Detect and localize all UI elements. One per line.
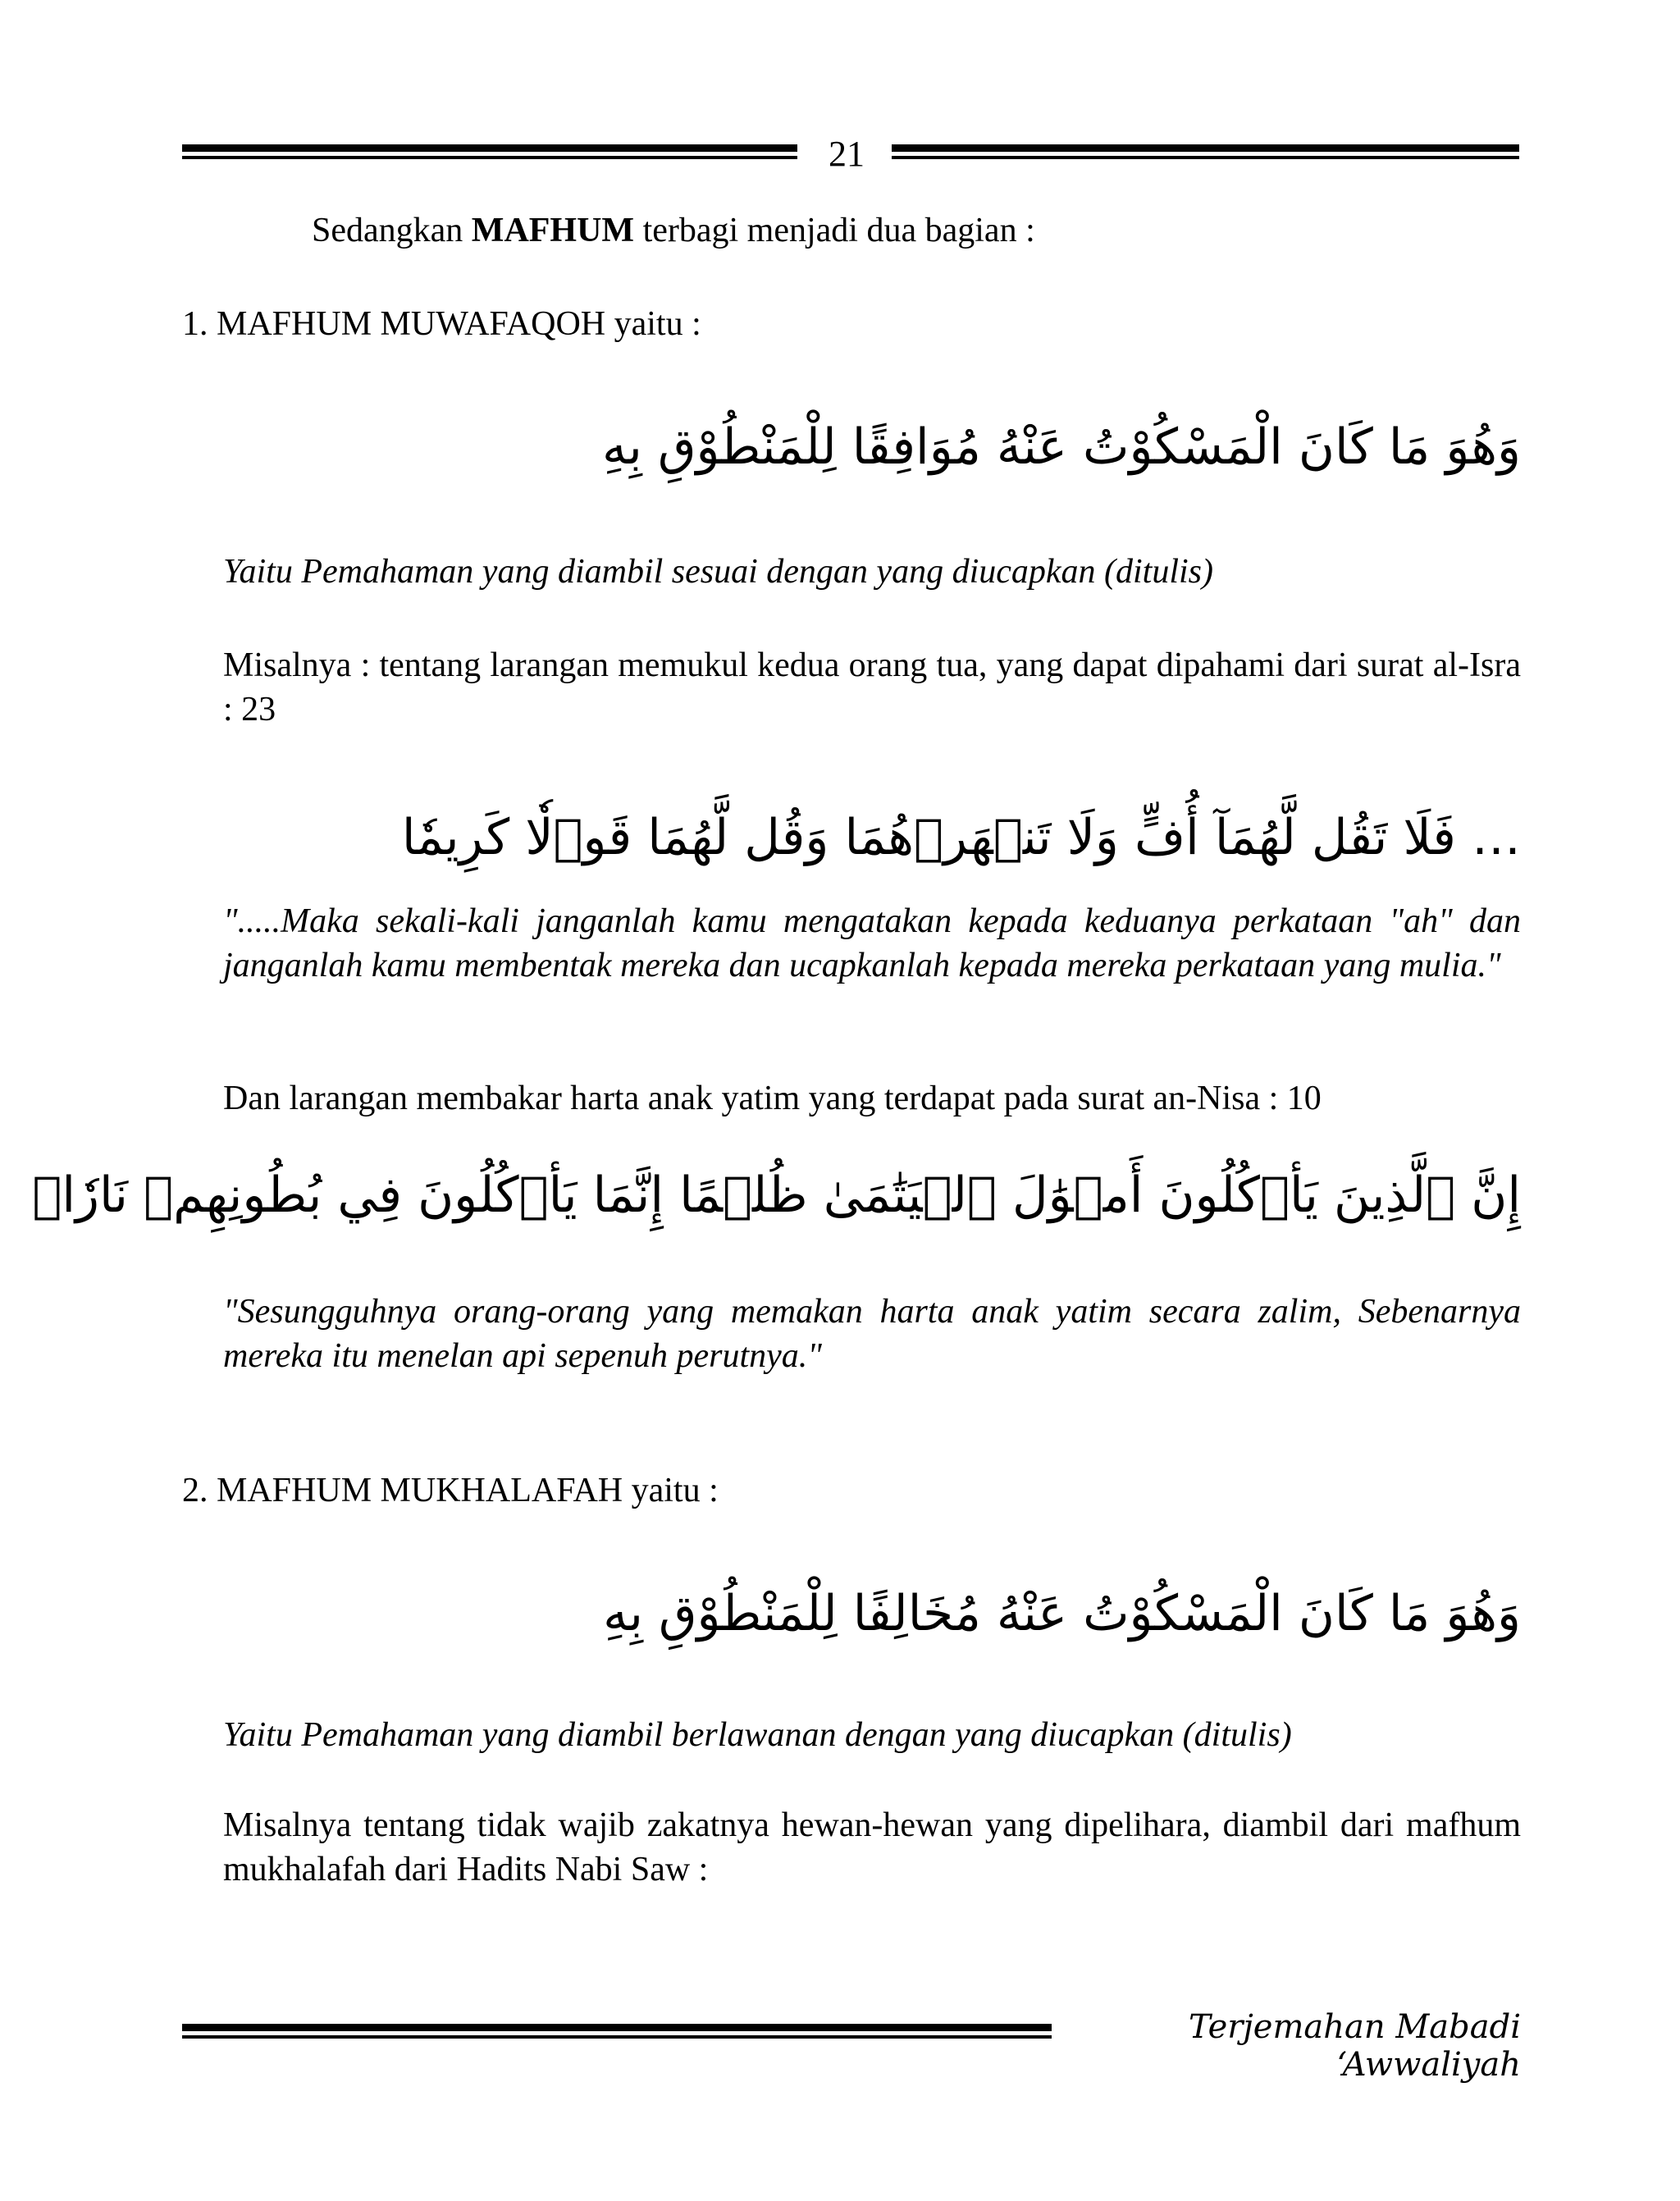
footer-rule [182, 2024, 1052, 2040]
section1-meaning: Yaitu Pemahaman yang diambil sesuai dengan yang diucapkan (ditulis) [223, 553, 1214, 591]
section2-example-text: Misalnya tentang tidak wajib zakatnya hewan-hewan yang dipelihara, diambil dari mafhum mukhalafah dari Hadits Nabi Saw : [223, 1806, 1521, 1888]
section2-arabic-definition: وَهُوَ مَا كَانَ الْمَسْكُوْتُ عَنْهُ مُخَالِفًا لِلْمَنْطُوْقِ بِهِ [603, 1585, 1521, 1642]
section1-arabic-verse-1: … فَلَا تَقُل لَّهُمَآ أُفٍّ وَلَا تَنۡهَرۡهُمَا وَقُل لَّهُمَا قَوۡلٗا كَرِيمٗا [401, 809, 1521, 866]
intro-suffix: terbagi menjadi dua bagian : [634, 212, 1035, 249]
section1-arabic-verse-2: إِنَّ ٱلَّذِينَ يَأۡكُلُونَ أَمۡوَٰلَ ٱلۡيَتَٰمَىٰ ظُلۡمًا إِنَّمَا يَأۡكُلُونَ فِي بُطُونِهِمۡ نَارٗاۖ [32, 1167, 1521, 1224]
section2-heading: 2. MAFHUM MUKHALAFAH yaitu : [182, 1472, 719, 1509]
section1-arabic-definition: وَهُوَ مَا كَانَ الْمَسْكُوْتُ عَنْهُ مُوَافِقًا لِلْمَنْطُوْقِ بِهِ [602, 418, 1521, 476]
header-rule [182, 134, 1519, 174]
footer-book-title: Terjemahan Mabadi ‘Awwaliyah [1189, 2008, 1521, 2084]
intro-prefix: Sedangkan [312, 212, 472, 249]
header-rule-left [182, 144, 797, 161]
intro-paragraph [312, 208, 1460, 253]
section2-meaning: Yaitu Pemahaman yang diambil berlawanan dengan yang diucapkan (ditulis) [223, 1716, 1292, 1754]
section1-example-text: Misalnya : tentang larangan memukul kedua orang tua, yang dapat dipahami dari surat al-Isra : 23 [223, 646, 1521, 728]
section1-translation-1: ".....Maka sekali-kali janganlah kamu mengatakan kepada keduanya perkataan "ah" dan janganlah kamu membentak mereka dan ucapkanlah kepada mereka perkataan yang mulia." [223, 902, 1521, 984]
section1-heading: 1. MAFHUM MUWAFAQOH yaitu : [182, 305, 701, 343]
intro-bold-term: MAFHUM [471, 212, 635, 249]
section1-second-example-text: Dan larangan membakar harta anak yatim yang terdapat pada surat an-Nisa : 10 [223, 1080, 1322, 1117]
page-number: 21 [829, 134, 865, 174]
section1-translation-2: "Sesungguhnya orang-orang yang memakan harta anak yatim secara zalim, Sebenarnya mereka itu menelan api sepenuh perutnya." [223, 1293, 1521, 1375]
header-rule-right [892, 144, 1519, 161]
